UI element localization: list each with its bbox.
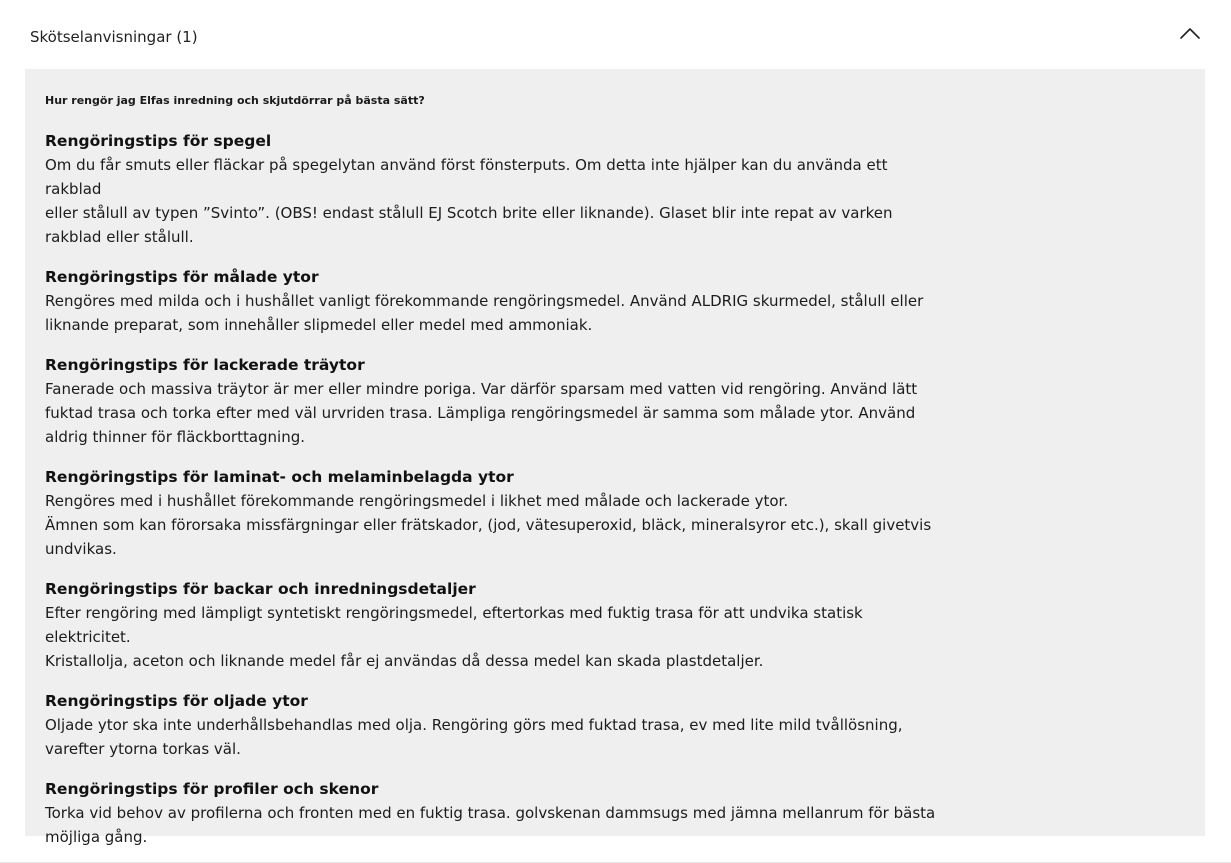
care-sections [45,129,945,863]
section-painted-surfaces [45,265,945,337]
section-title: Rengöringstips för laminat- och melaminbelagda ytor [45,468,514,486]
section-title: Rengöringstips för lackerade träytor [45,356,365,374]
section-title: Rengöringstips för målade ytor [45,268,319,286]
section-body: Rengöres med milda och i hushållet vanligt förekommande rengöringsmedel. Använd ALDRIG skurmedel, stålull eller liknande preparat, som innehåller slipmedel eller medel med ammoniak. [45,292,924,334]
section-body: Om du får smuts eller fläckar på spegelytan använd först fönsterputs. Om detta inte hjälper kan du använda ett rakblad eller stålull av typen ”Svinto”. (OBS! endast stålull EJ Scotch brite eller liknande). Glaset blir inte repat av varken rakblad eller stålull. [45,156,893,246]
section-oiled-surfaces [45,689,945,761]
chevron-up-icon[interactable] [1179,25,1201,41]
section-lacquered-wood [45,353,945,449]
accordion-panel [25,69,1205,846]
chevron-up-icon-graphic [1179,25,1201,41]
section-body: Torka vid behov av profilerna och fronten med en fuktig trasa. golvskenan dammsugs med jämna mellanrum för bästa möjliga gång. [45,804,936,846]
section-profiles-rails [45,777,945,849]
section-body: Fanerade och massiva träytor är mer eller mindre poriga. Var därför sparsam med vatten vid rengöring. Använd lätt fuktad trasa och torka efter med väl urvriden trasa. Lämpliga rengöringsmedel är samma som målade ytor. Använd aldrig thinner för fläckborttagning. [45,380,918,446]
section-body: Oljade ytor ska inte underhållsbehandlas med olja. Rengöring görs med fuktad trasa, ev med lite mild tvållösning, varefter ytorna torkas väl. [45,716,903,758]
section-mirror [45,129,945,249]
section-trays-details [45,577,945,673]
accordion-header[interactable] [0,0,1231,72]
section-title: Rengöringstips för backar och inredningsdetaljer [45,580,476,598]
section-title: Rengöringstips för oljade ytor [45,692,308,710]
panel-question: Hur rengör jag Elfas inredning och skjutdörrar på bästa sätt? [45,94,425,107]
section-title: Rengöringstips för spegel [45,132,272,150]
section-body: Efter rengöring med lämpligt syntetiskt rengöringsmedel, eftertorkas med fuktig trasa för att undvika statisk elektricitet. Kristallolja, aceton och liknande medel får ej användas då dessa medel kan skada plastdetaljer. [45,604,863,670]
accordion-title: Skötselanvisningar (1) [30,28,198,46]
section-body: Rengöres med i hushållet förekommande rengöringsmedel i likhet med målade och lackerade ytor. Ämnen som kan förorsaka missfärgningar eller frätskador, (jod, vätesuperoxid, bläck, mineralsyror etc.), skall givetvis undvikas. [45,492,932,558]
section-laminate-melamine [45,465,945,561]
section-title: Rengöringstips för profiler och skenor [45,780,379,798]
